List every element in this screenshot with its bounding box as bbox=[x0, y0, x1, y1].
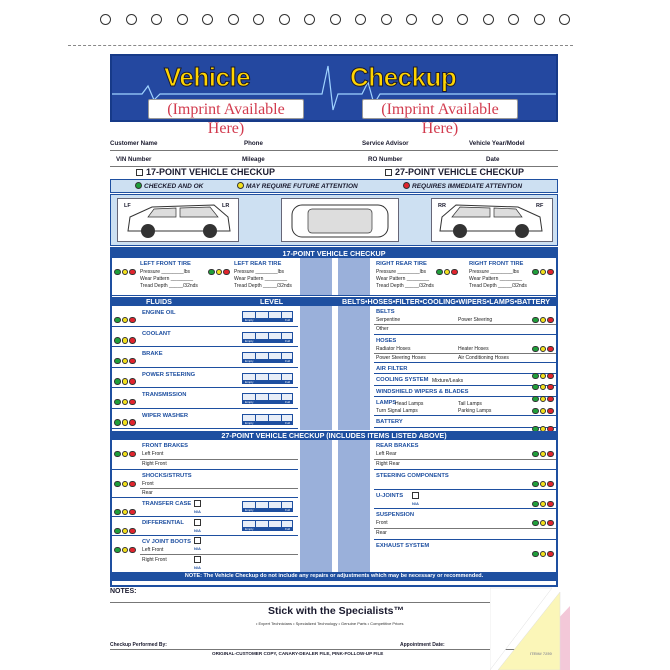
cv-right-na-checkbox[interactable] bbox=[194, 556, 201, 563]
differential-level-gauge[interactable]: Empty Full bbox=[242, 520, 293, 531]
ujoints-na-checkbox[interactable] bbox=[412, 492, 419, 499]
fluid-level-gauge[interactable]: Empty Full bbox=[242, 393, 293, 404]
hole bbox=[126, 14, 137, 25]
tire-lf-wear[interactable]: Wear Pattern ________ bbox=[140, 276, 194, 282]
other-label: Other bbox=[376, 326, 389, 332]
option-17-label: 17-POINT VEHICLE CHECKUP bbox=[146, 167, 276, 177]
front-brakes-cell bbox=[112, 440, 298, 470]
exhaust-label: EXHAUST SYSTEM bbox=[376, 543, 430, 549]
mixture-leaks-label: Mixture/Leaks bbox=[432, 378, 464, 384]
tire-rr-status[interactable] bbox=[436, 261, 459, 279]
fluid-status[interactable] bbox=[114, 371, 137, 389]
option-27-point[interactable] bbox=[385, 167, 524, 177]
tire-rr-wear[interactable]: Wear Pattern ________ bbox=[376, 276, 430, 282]
na-label: N/A bbox=[194, 546, 201, 551]
tire-rf-wear[interactable]: Wear Pattern ________ bbox=[469, 276, 523, 282]
cv-boots-label: CV JOINT BOOTS bbox=[142, 539, 191, 545]
fluid-level-gauge[interactable]: Empty Full bbox=[242, 332, 293, 343]
serpentine-label: Serpentine bbox=[376, 317, 401, 323]
lamps-label: LAMPS bbox=[376, 400, 397, 406]
hole bbox=[432, 14, 443, 25]
phone-label: Phone bbox=[244, 140, 263, 147]
ujoints-label: U-JOINTS bbox=[376, 493, 404, 499]
item-number: ITEM# 7250 bbox=[530, 651, 552, 656]
exhaust-status[interactable] bbox=[532, 543, 555, 561]
red-dot-icon bbox=[403, 182, 410, 189]
shocks-status[interactable] bbox=[114, 473, 137, 491]
wipers-label: WINDSHIELD WIPERS & BLADES bbox=[376, 389, 469, 395]
hole bbox=[355, 14, 366, 25]
fluid-label: TRANSMISSION bbox=[142, 392, 187, 398]
green-dot-icon bbox=[135, 182, 142, 189]
notes-field[interactable] bbox=[110, 588, 490, 602]
tire-rf-title: RIGHT FRONT TIRE bbox=[469, 261, 524, 267]
transfer-case-label: TRANSFER CASE bbox=[142, 501, 192, 507]
front-brakes-status[interactable] bbox=[114, 443, 137, 461]
slogan-bullets: • Expert Technicians • Specialized Technology • Genuine Parts • Competitive Prices bbox=[256, 621, 404, 626]
date-label: Date bbox=[486, 156, 500, 163]
copy-distribution: ORIGINAL-CUSTOMER COPY, CANARY-DEALER FILE, PINK-FOLLOW-UP FILE bbox=[212, 651, 384, 656]
fluid-status[interactable] bbox=[114, 309, 137, 327]
fluid-status[interactable] bbox=[114, 412, 137, 430]
cooling-label: COOLING SYSTEM bbox=[376, 377, 429, 383]
ro-number-label: RO Number bbox=[368, 156, 403, 163]
hole bbox=[559, 14, 570, 25]
hole bbox=[151, 14, 162, 25]
parking-lamps-label: Parking Lamps bbox=[458, 408, 492, 414]
fluid-label: COOLANT bbox=[142, 330, 171, 337]
suspension-rear-label: Rear bbox=[376, 530, 387, 536]
fluid-level-gauge[interactable]: Empty Full bbox=[242, 414, 293, 425]
tire-lr-wear[interactable]: Wear Pattern ________ bbox=[234, 276, 288, 282]
tire-rf-pressure[interactable]: Pressure ________lbs bbox=[469, 269, 520, 275]
tire-lr-pressure[interactable]: Pressure ________lbs bbox=[234, 269, 285, 275]
checkbox-27[interactable] bbox=[385, 169, 392, 176]
minivan-left-icon bbox=[118, 199, 238, 241]
shocks-cell bbox=[112, 470, 298, 498]
heater-hoses-label: Heater Hoses bbox=[458, 346, 489, 352]
turn-lamps-label: Turn Signal Lamps bbox=[376, 408, 418, 414]
notes-label: NOTES: bbox=[110, 588, 137, 595]
suspension-front-label: Front bbox=[376, 520, 388, 526]
imprint-left: (Imprint Available Here) bbox=[148, 99, 304, 119]
fluid-status[interactable] bbox=[114, 350, 137, 368]
legend-green: CHECKED AND OK bbox=[135, 182, 203, 190]
tire-lf-title: LEFT FRONT TIRE bbox=[140, 261, 191, 267]
checkup-form bbox=[110, 247, 558, 587]
rear-brakes-label: REAR BRAKES bbox=[376, 443, 419, 449]
hole bbox=[100, 14, 111, 25]
title-checkup: Checkup bbox=[350, 62, 457, 92]
transfer-level-gauge[interactable]: Empty Full bbox=[242, 501, 293, 512]
vehicle-diagrams bbox=[110, 194, 558, 246]
fluids-header bbox=[112, 297, 556, 306]
hole bbox=[330, 14, 341, 25]
tire-label-rr: RR bbox=[438, 203, 446, 209]
hole bbox=[253, 14, 264, 25]
disclaimer-note: NOTE: The Vehicle Checkup do not include any repairs or adjustments which may be necessary or recommended. bbox=[112, 572, 556, 581]
car-side-right bbox=[431, 198, 553, 242]
color-legend bbox=[110, 179, 558, 193]
fluid-label: POWER STEERING bbox=[142, 371, 196, 378]
tire-lf-status[interactable] bbox=[114, 261, 137, 279]
brake-left-front-label: Left Front bbox=[142, 451, 164, 457]
brake-right-front-label: Right Front bbox=[142, 461, 167, 467]
legend-yellow: MAY REQUIRE FUTURE ATTENTION bbox=[237, 182, 358, 190]
fluid-level-gauge[interactable]: Empty Full bbox=[242, 311, 293, 322]
minivan-right-icon bbox=[432, 199, 552, 241]
hole bbox=[304, 14, 315, 25]
transfer-na-checkbox[interactable] bbox=[194, 500, 201, 507]
fluid-status[interactable] bbox=[114, 391, 137, 409]
vehicle-checkup-banner bbox=[110, 54, 558, 137]
steering-status[interactable] bbox=[532, 473, 555, 491]
front-brakes-label: FRONT BRAKES bbox=[142, 443, 189, 449]
option-27-label: 27-POINT VEHICLE CHECKUP bbox=[395, 167, 525, 177]
radiator-hoses-label: Radiator Hoses bbox=[376, 346, 411, 352]
suspension-label: SUSPENSION bbox=[376, 512, 415, 518]
vehicle-year-model-label: Vehicle Year/Model bbox=[469, 140, 525, 147]
tire-lr-status[interactable] bbox=[208, 261, 231, 279]
perforation-line bbox=[68, 45, 573, 46]
hole bbox=[534, 14, 545, 25]
title-vehicle: Vehicle bbox=[164, 62, 251, 92]
tail-lamps-label: Tail Lamps bbox=[458, 401, 482, 407]
hole bbox=[381, 14, 392, 25]
na-label: N/A bbox=[194, 528, 201, 533]
fluid-status[interactable] bbox=[114, 330, 137, 348]
belts-title: BELTS•HOSES•FILTER•COOLING•WIPERS•LAMPS•BATTERY bbox=[342, 297, 551, 306]
hole bbox=[202, 14, 213, 25]
cv-boots-status[interactable] bbox=[114, 539, 137, 557]
na-label: N/A bbox=[412, 501, 419, 506]
differential-label: DIFFERENTIAL bbox=[142, 520, 184, 526]
shocks-label: SHOCKS/STRUTS bbox=[142, 473, 192, 479]
ps-hoses-label: Power Steering Hoses bbox=[376, 355, 426, 361]
fluid-level-gauge[interactable]: Empty Full bbox=[242, 352, 293, 363]
legend-red: REQUIRES IMMEDIATE ATTENTION bbox=[403, 182, 522, 190]
na-label: N/A bbox=[194, 565, 201, 570]
hole bbox=[457, 14, 468, 25]
shocks-rear-label: Rear bbox=[142, 490, 153, 496]
shocks-front-label: Front bbox=[142, 481, 154, 487]
fluid-label: BRAKE bbox=[142, 351, 163, 357]
tire-label-lr: LR bbox=[222, 203, 230, 209]
ac-hoses-label: Air Conditioning Hoses bbox=[458, 355, 509, 361]
imprint-right: (Imprint Available Here) bbox=[362, 99, 518, 119]
fluid-level-gauge[interactable]: Empty Full bbox=[242, 373, 293, 384]
performed-by-label: Checkup Performed By: bbox=[110, 642, 167, 648]
carbonless-pages-icon bbox=[490, 586, 570, 670]
level-title: LEVEL bbox=[260, 297, 284, 306]
belts-label: BELTS bbox=[376, 309, 395, 315]
brake-right-rear-label: Right Rear bbox=[376, 461, 400, 467]
car-top bbox=[281, 198, 399, 242]
tire-rf-status[interactable] bbox=[532, 261, 555, 279]
steering-label: STEERING COMPONENTS bbox=[376, 473, 449, 479]
binding-holes bbox=[100, 14, 570, 28]
hole bbox=[228, 14, 239, 25]
tire-lr-tread[interactable]: Tread Depth _____/32nds bbox=[234, 283, 292, 289]
customer-name-label: Customer Name bbox=[110, 140, 158, 147]
fluids-title: FLUIDS bbox=[146, 297, 172, 306]
hole bbox=[483, 14, 494, 25]
fluid-label: WIPER WASHER bbox=[142, 412, 189, 419]
notes-line bbox=[110, 602, 490, 603]
cv-left-front-label: Left Front bbox=[142, 547, 164, 553]
mileage-label: Mileage bbox=[242, 156, 265, 163]
fluid-label: ENGINE OIL bbox=[142, 310, 176, 316]
tire-rf-tread[interactable]: Tread Depth _____/32nds bbox=[469, 283, 527, 289]
appointment-date-label: Appointment Date: bbox=[400, 642, 445, 648]
section-17-header: 17-POINT VEHICLE CHECKUP bbox=[112, 249, 556, 258]
car-side-left bbox=[117, 198, 239, 242]
field-line bbox=[110, 150, 558, 151]
hole bbox=[177, 14, 188, 25]
tire-lr-title: LEFT REAR TIRE bbox=[234, 261, 282, 267]
hoses-label: HOSES bbox=[376, 338, 397, 344]
checkbox-17[interactable] bbox=[136, 169, 143, 176]
na-label: N/A bbox=[194, 509, 201, 514]
option-17-point[interactable] bbox=[136, 167, 275, 177]
minivan-top-icon bbox=[282, 199, 398, 241]
battery-label: BATTERY bbox=[376, 419, 403, 425]
service-advisor-label: Service Advisor bbox=[362, 140, 409, 147]
tire-label-lf: LF bbox=[124, 203, 131, 209]
cv-left-na-checkbox[interactable] bbox=[194, 537, 201, 544]
hole bbox=[508, 14, 519, 25]
tire-rr-pressure[interactable]: Pressure ________lbs bbox=[376, 269, 427, 275]
slogan: Stick with the Specialists™ bbox=[268, 605, 404, 617]
power-steering-belt-label: Power Steering bbox=[458, 317, 493, 323]
brake-left-rear-label: Left Rear bbox=[376, 451, 397, 457]
tire-label-rf: RF bbox=[536, 203, 544, 209]
tire-rr-title: RIGHT REAR TIRE bbox=[376, 261, 427, 267]
differential-na-checkbox[interactable] bbox=[194, 519, 201, 526]
section-27-header: 27-POINT VEHICLE CHECKUP (INCLUDES ITEMS LISTED ABOVE) bbox=[112, 431, 556, 440]
air-filter-label: AIR FILTER bbox=[376, 366, 408, 372]
hole bbox=[406, 14, 417, 25]
cv-right-front-label: Right Front bbox=[142, 557, 167, 563]
head-lamps-label: Head Lamps bbox=[395, 401, 424, 407]
tire-rr-tread[interactable]: Tread Depth _____/32nds bbox=[376, 283, 434, 289]
tire-lf-tread[interactable]: Tread Depth _____/32nds bbox=[140, 283, 198, 289]
yellow-dot-icon bbox=[237, 182, 244, 189]
vin-label: VIN Number bbox=[116, 156, 152, 163]
tire-lf-pressure[interactable]: Pressure ________lbs bbox=[140, 269, 191, 275]
hole bbox=[279, 14, 290, 25]
